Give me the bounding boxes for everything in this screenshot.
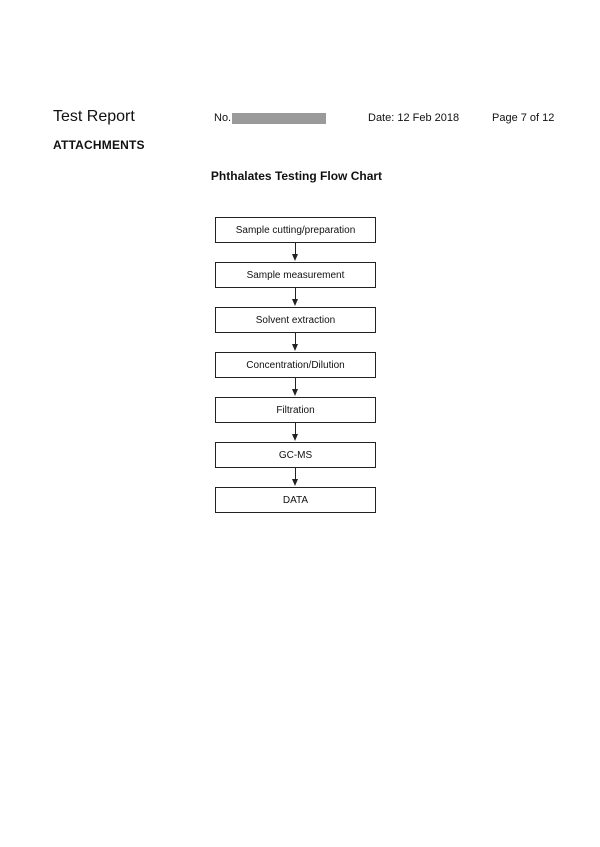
- page-number: Page 7 of 12: [492, 112, 555, 124]
- flow-arrow: [295, 243, 297, 261]
- flow-arrow: [295, 333, 297, 351]
- flow-arrow: [295, 423, 297, 441]
- flow-step-concentration-dilution: Concentration/Dilution: [215, 352, 376, 378]
- flow-chart-title: Phthalates Testing Flow Chart: [210, 169, 383, 183]
- flow-step-sample-measurement: Sample measurement: [215, 262, 376, 288]
- flow-arrow: [295, 468, 297, 486]
- report-date: Date: 12 Feb 2018: [368, 112, 460, 124]
- flow-step-filtration: Filtration: [215, 397, 376, 423]
- section-heading: ATTACHMENTS: [53, 138, 145, 152]
- report-title: Test Report: [53, 108, 135, 125]
- flow-step-solvent-extraction: Solvent extraction: [215, 307, 376, 333]
- flow-step-data: DATA: [215, 487, 376, 513]
- flow-arrow: [295, 378, 297, 396]
- flow-step-sample-cutting: Sample cutting/preparation: [215, 217, 376, 243]
- flow-arrow: [295, 288, 297, 306]
- flow-step-gc-ms: GC-MS: [215, 442, 376, 468]
- report-number-label: No.: [214, 112, 232, 124]
